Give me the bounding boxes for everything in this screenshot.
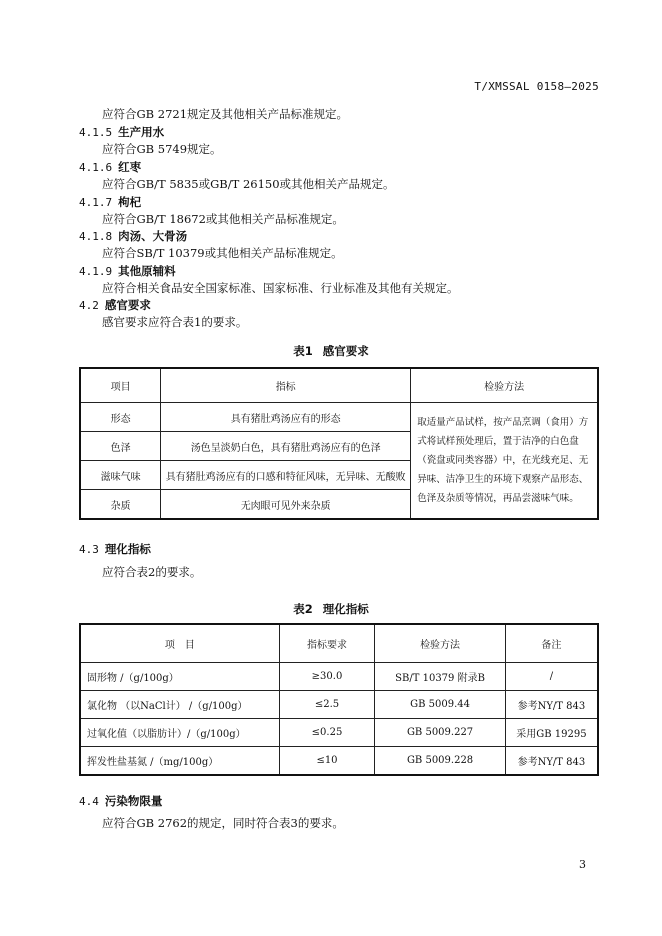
table-cell: 具有猪肚鸡汤应有的口感和特征风味，无异味、无酸败 <box>161 461 411 490</box>
document-code: T/XMSSAL 0158—2025 <box>474 80 599 93</box>
text-line: 应符合SB/T 10379或其他相关产品标准规定。 <box>102 246 343 260</box>
table-cell: GB 5009.44 <box>375 691 506 719</box>
table-cell: 具有猪肚鸡汤应有的形态 <box>161 403 411 432</box>
table-cell: 色泽 <box>80 432 161 461</box>
column-header: 指标 <box>161 368 411 403</box>
table-cell: 参考NY/T 843 <box>505 747 598 776</box>
text-line: 感官要求应符合表1的要求。 <box>102 315 248 329</box>
section-number: 4.1.8 <box>79 230 113 243</box>
text-line: 应符合GB/T 18672或其他相关产品标准规定。 <box>102 212 344 226</box>
section-4-2-heading <box>79 298 151 313</box>
section-4-3-heading <box>79 542 151 557</box>
section-number: 4.1.7 <box>79 196 113 209</box>
text-line: 应符合GB 5749规定。 <box>102 142 222 156</box>
section-title: 肉汤、大骨汤 <box>118 229 188 243</box>
table-cell: 滋味气味 <box>80 461 161 490</box>
table-cell: / <box>505 663 598 691</box>
section-title: 其他原辅料 <box>118 264 176 278</box>
text-line: 应符合表2的要求。 <box>102 565 202 579</box>
table1-caption: 表1 感官要求 <box>293 344 369 358</box>
section-4-1-7-heading <box>79 195 141 210</box>
section-title: 污染物限量 <box>104 794 163 808</box>
section-number: 4.4 <box>79 795 99 808</box>
section-number: 4.1.9 <box>79 265 113 278</box>
table-cell: 过氧化值（以脂肪计）/（g/100g） <box>80 719 279 747</box>
section-4-1-6-heading <box>79 160 141 175</box>
table2-caption: 表2 理化指标 <box>293 602 369 616</box>
section-4-1-9-heading <box>79 264 176 279</box>
text-line: 应符合相关食品安全国家标准、国家标准、行业标准及其他有关规定。 <box>102 281 459 295</box>
table-row <box>80 691 598 719</box>
table-cell: 参考NY/T 843 <box>505 691 598 719</box>
table-cell: GB 5009.227 <box>375 719 506 747</box>
table-cell: ≤0.25 <box>279 719 375 747</box>
column-header: 项 目 <box>80 624 279 663</box>
table-cell: 无肉眼可见外来杂质 <box>161 490 411 520</box>
section-4-1-5-heading <box>79 125 164 140</box>
section-title: 感官要求 <box>104 298 151 312</box>
table-cell: 采用GB 19295 <box>505 719 598 747</box>
table-row <box>80 663 598 691</box>
section-number: 4.1.6 <box>79 161 113 174</box>
table-header-row <box>80 624 598 663</box>
inspection-method-cell: 取适量产品试样，按产品烹调（食用）方式将试样预处理后，置于洁净的白色盘（瓷盘或同类容器）中，在光线充足、无异味、洁净卫生的环境下观察产品形态、色泽及杂质等情况，再品尝滋味气味。 <box>411 403 598 520</box>
section-number: 4.3 <box>79 543 99 556</box>
text-line: 应符合GB/T 5835或GB/T 26150或其他相关产品规定。 <box>102 177 395 191</box>
physicochemical-indicators-table <box>79 623 599 776</box>
table-cell: ≤2.5 <box>279 691 375 719</box>
table-cell: 杂质 <box>80 490 161 520</box>
table-cell: SB/T 10379 附录B <box>375 663 506 691</box>
table-cell: ≥30.0 <box>279 663 375 691</box>
column-header: 指标要求 <box>279 624 375 663</box>
table-row <box>80 719 598 747</box>
section-4-4-heading <box>79 794 162 809</box>
table-header-row <box>80 368 598 403</box>
text-line: 应符合GB 2721规定及其他相关产品标准规定。 <box>102 107 349 121</box>
column-header: 备注 <box>505 624 598 663</box>
table-cell: 形态 <box>80 403 161 432</box>
section-number: 4.2 <box>79 299 99 312</box>
sensory-requirements-table <box>79 367 599 520</box>
column-header: 检验方法 <box>375 624 506 663</box>
table-cell: ≤10 <box>279 747 375 776</box>
table-cell: 挥发性盐基氮 /（mg/100g） <box>80 747 279 776</box>
section-title: 枸杞 <box>118 195 142 209</box>
column-header: 项目 <box>80 368 161 403</box>
table-row <box>80 747 598 776</box>
page-number: 3 <box>579 858 586 871</box>
section-title: 红枣 <box>118 160 142 174</box>
section-title: 生产用水 <box>118 125 165 139</box>
table-row <box>80 403 598 432</box>
text-line: 应符合GB 2762的规定，同时符合表3的要求。 <box>102 816 344 830</box>
column-header: 检验方法 <box>411 368 598 403</box>
section-number: 4.1.5 <box>79 126 113 139</box>
table-cell: 固形物 /（g/100g） <box>80 663 279 691</box>
section-title: 理化指标 <box>104 542 151 556</box>
table-cell: 氯化物 （以NaCl计） /（g/100g） <box>80 691 279 719</box>
table-cell: 汤色呈淡奶白色，具有猪肚鸡汤应有的色泽 <box>161 432 411 461</box>
table-cell: GB 5009.228 <box>375 747 506 776</box>
section-4-1-8-heading <box>79 229 187 244</box>
